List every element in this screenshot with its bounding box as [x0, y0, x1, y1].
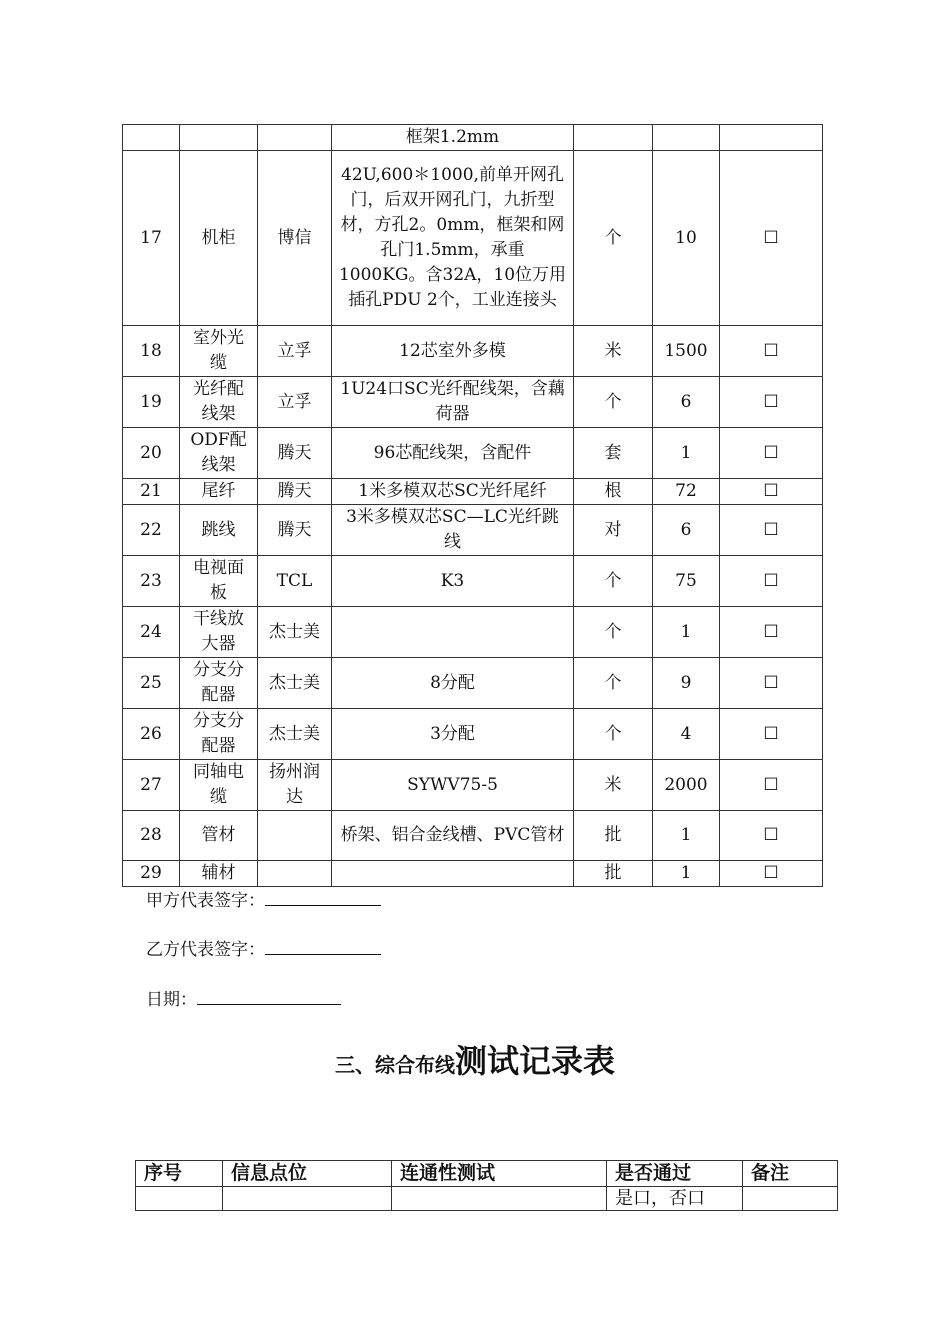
item-qty: 10 [653, 151, 720, 326]
test-cell-remarks [743, 1187, 838, 1211]
item-no: 26 [123, 709, 180, 760]
item-name [180, 125, 258, 151]
item-name: 电视面板 [180, 556, 258, 607]
item-qty: 1 [653, 607, 720, 658]
item-name: 尾纤 [180, 479, 258, 505]
item-no: 22 [123, 505, 180, 556]
item-qty: 1 [653, 861, 720, 887]
item-brand: 腾天 [258, 505, 332, 556]
item-no: 21 [123, 479, 180, 505]
item-qty: 9 [653, 658, 720, 709]
date-line [146, 985, 341, 1010]
item-qty: 1 [653, 428, 720, 479]
item-no: 24 [123, 607, 180, 658]
item-unit: 个 [574, 607, 653, 658]
item-check: ☐ [720, 861, 823, 887]
item-name: 室外光缆 [180, 326, 258, 377]
header-connectivity: 连通性测试 [392, 1161, 607, 1187]
item-spec: 1米多模双芯SC光纤尾纤 [332, 479, 574, 505]
party-a-signature-label: 甲方代表签字： [146, 891, 265, 911]
item-check: ☐ [720, 811, 823, 861]
item-qty: 2000 [653, 760, 720, 811]
item-qty [653, 125, 720, 151]
item-name: 机柜 [180, 151, 258, 326]
item-name: 辅材 [180, 861, 258, 887]
item-qty: 6 [653, 377, 720, 428]
table-row [123, 377, 823, 428]
table-row [123, 760, 823, 811]
item-unit: 批 [574, 861, 653, 887]
table-row [123, 479, 823, 505]
item-spec: 桥架、铝合金线槽、PVC管材 [332, 811, 574, 861]
party-b-signature [146, 935, 381, 960]
item-spec: 42U,600＊1000,前单开网孔门，后双开网孔门，九折型材，方孔2。0mm，框架和网孔门1.5mm，承重1000KG。含32A，10位万用插孔PDU 2个，工业连接头 [332, 151, 574, 326]
table-row [123, 326, 823, 377]
item-unit: 米 [574, 326, 653, 377]
item-name: 分支分配器 [180, 709, 258, 760]
item-unit: 米 [574, 760, 653, 811]
item-brand: 杰士美 [258, 709, 332, 760]
item-unit: 个 [574, 151, 653, 326]
item-no: 28 [123, 811, 180, 861]
item-name: 分支分配器 [180, 658, 258, 709]
table-row [123, 125, 823, 151]
table-row [123, 709, 823, 760]
table-row [123, 505, 823, 556]
test-row [136, 1187, 838, 1211]
item-brand [258, 125, 332, 151]
item-check: ☐ [720, 760, 823, 811]
item-spec: 12芯室外多模 [332, 326, 574, 377]
item-qty: 6 [653, 505, 720, 556]
item-check: ☐ [720, 479, 823, 505]
item-brand: 腾天 [258, 428, 332, 479]
table-row [123, 607, 823, 658]
item-check: ☐ [720, 658, 823, 709]
item-brand: 杰士美 [258, 658, 332, 709]
table-row [123, 811, 823, 861]
table-row [123, 861, 823, 887]
table-row [123, 658, 823, 709]
item-name: 管材 [180, 811, 258, 861]
section-title-main: 测试记录表 [454, 1042, 615, 1080]
party-a-signature [146, 886, 381, 911]
item-unit: 个 [574, 658, 653, 709]
item-spec [332, 607, 574, 658]
item-spec: 3米多模双芯SC—LC光纤跳线 [332, 505, 574, 556]
table-row [123, 556, 823, 607]
item-brand [258, 861, 332, 887]
test-cell-pass: 是口，否口 [607, 1187, 743, 1211]
item-brand: 扬州润达 [258, 760, 332, 811]
materials-table [122, 124, 823, 887]
section-title [0, 1036, 950, 1082]
materials-table-body [123, 125, 823, 887]
item-spec: 3分配 [332, 709, 574, 760]
item-name: 光纤配线架 [180, 377, 258, 428]
item-qty: 1500 [653, 326, 720, 377]
item-spec: K3 [332, 556, 574, 607]
item-qty: 72 [653, 479, 720, 505]
item-unit: 个 [574, 709, 653, 760]
item-spec: SYWV75-5 [332, 760, 574, 811]
item-check: ☐ [720, 556, 823, 607]
item-brand: 腾天 [258, 479, 332, 505]
item-unit: 个 [574, 556, 653, 607]
item-brand: 博信 [258, 151, 332, 326]
party-a-signature-line [265, 889, 381, 906]
item-unit: 根 [574, 479, 653, 505]
item-qty: 1 [653, 811, 720, 861]
date-label: 日期： [146, 990, 197, 1010]
item-check: ☐ [720, 326, 823, 377]
header-serial: 序号 [136, 1161, 223, 1187]
item-spec: 8分配 [332, 658, 574, 709]
item-spec: 框架1.2mm [332, 125, 574, 151]
section-title-prefix: 三、综合布线 [334, 1053, 455, 1077]
item-check: ☐ [720, 377, 823, 428]
test-header-row [136, 1161, 838, 1187]
item-qty: 4 [653, 709, 720, 760]
item-no: 29 [123, 861, 180, 887]
item-check: ☐ [720, 505, 823, 556]
test-cell-serial [136, 1187, 223, 1211]
item-name: 跳线 [180, 505, 258, 556]
item-name: 同轴电缆 [180, 760, 258, 811]
table-row [123, 428, 823, 479]
item-unit: 套 [574, 428, 653, 479]
item-spec: 96芯配线架，含配件 [332, 428, 574, 479]
item-check [720, 125, 823, 151]
item-spec: 1U24口SC光纤配线架，含藕荷器 [332, 377, 574, 428]
item-no: 19 [123, 377, 180, 428]
header-remarks: 备注 [743, 1161, 838, 1187]
header-info-point: 信息点位 [223, 1161, 392, 1187]
item-brand [258, 811, 332, 861]
item-no: 18 [123, 326, 180, 377]
item-check: ☐ [720, 709, 823, 760]
item-no: 20 [123, 428, 180, 479]
item-unit: 批 [574, 811, 653, 861]
item-spec [332, 861, 574, 887]
item-brand: 杰士美 [258, 607, 332, 658]
item-brand: TCL [258, 556, 332, 607]
item-check: ☐ [720, 428, 823, 479]
item-qty: 75 [653, 556, 720, 607]
item-check: ☐ [720, 607, 823, 658]
item-no: 23 [123, 556, 180, 607]
item-no: 25 [123, 658, 180, 709]
test-cell-info-point [223, 1187, 392, 1211]
item-unit [574, 125, 653, 151]
party-b-signature-label: 乙方代表签字： [146, 940, 265, 960]
test-cell-connectivity [392, 1187, 607, 1211]
item-name: ODF配线架 [180, 428, 258, 479]
date-blank [197, 988, 341, 1005]
item-no: 17 [123, 151, 180, 326]
header-pass: 是否通过 [607, 1161, 743, 1187]
test-record-table [135, 1160, 838, 1211]
item-brand: 立孚 [258, 377, 332, 428]
item-check: ☐ [720, 151, 823, 326]
item-no: 27 [123, 760, 180, 811]
table-row [123, 151, 823, 326]
item-brand: 立孚 [258, 326, 332, 377]
item-no [123, 125, 180, 151]
party-b-signature-line [265, 938, 381, 955]
item-unit: 个 [574, 377, 653, 428]
item-unit: 对 [574, 505, 653, 556]
item-name: 干线放大器 [180, 607, 258, 658]
